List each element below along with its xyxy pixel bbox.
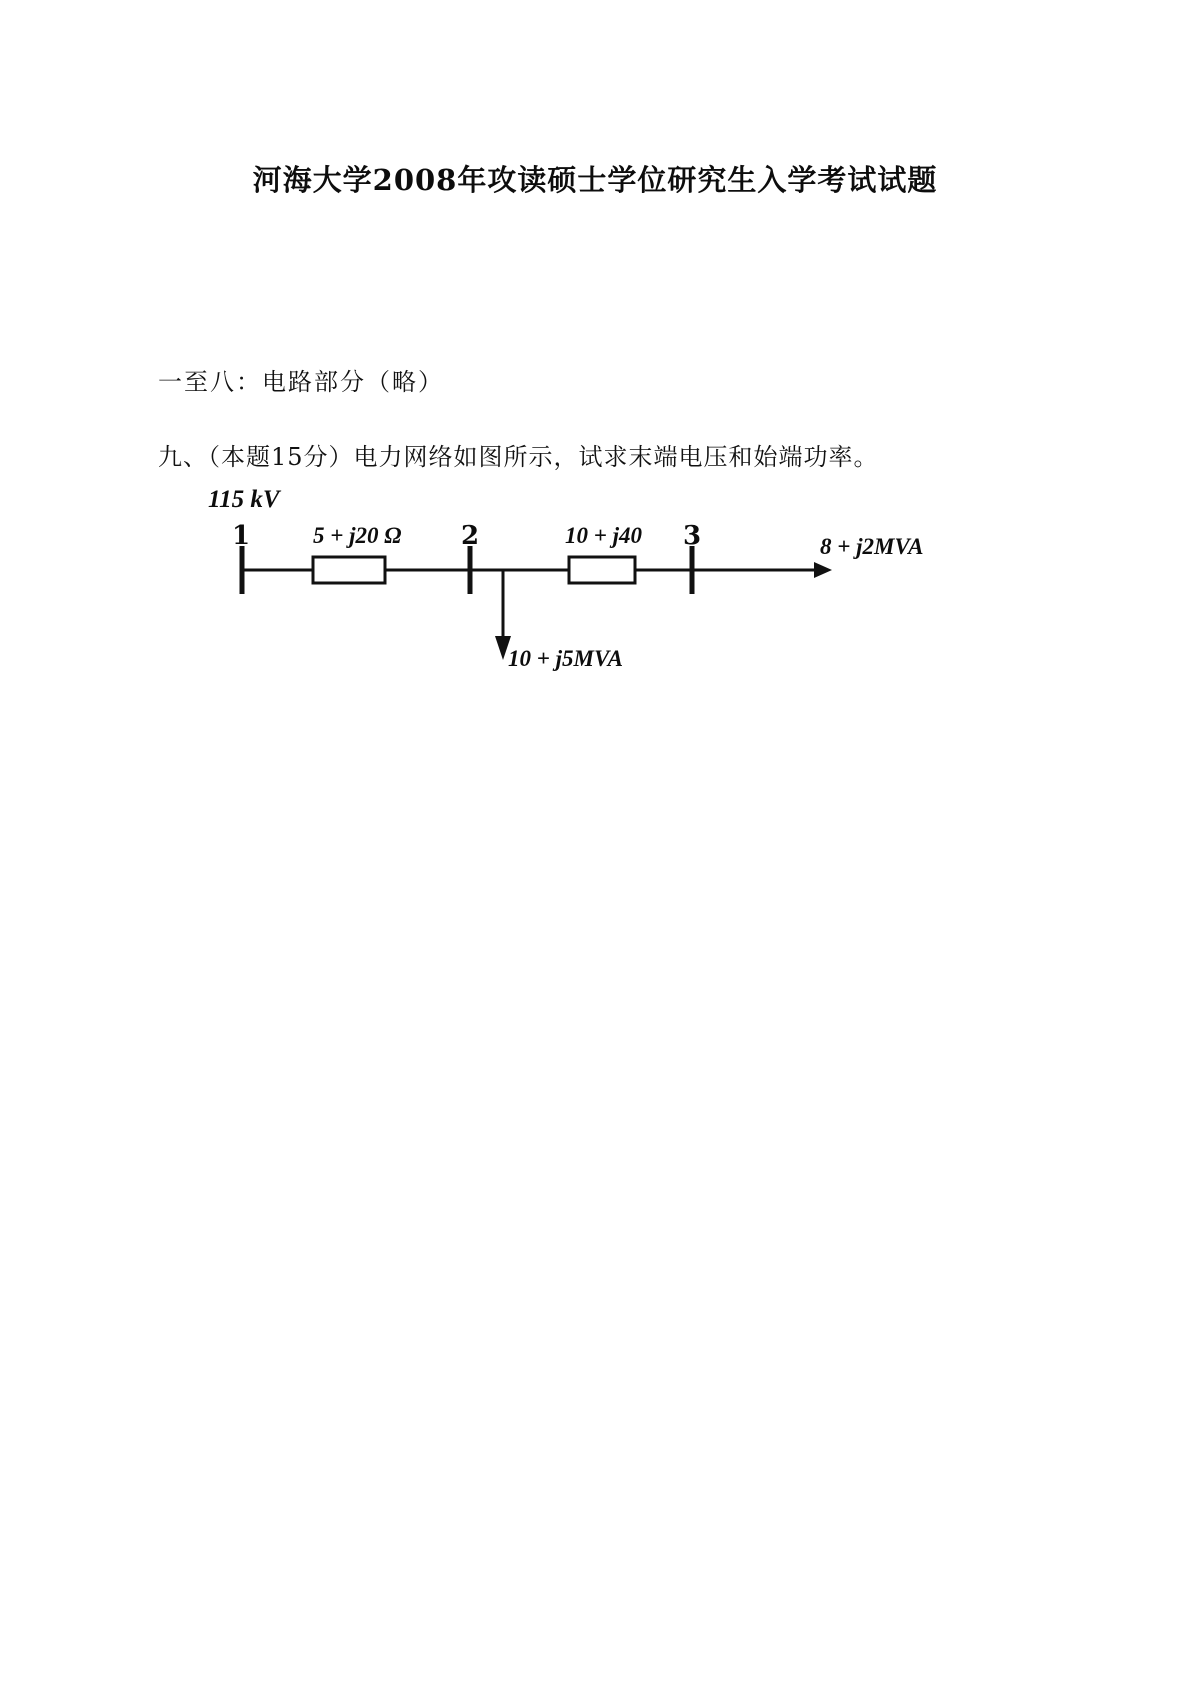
question-list-items-1-8: 一至八：电路部分（略）: [158, 368, 444, 396]
bus-3-label: 3: [683, 521, 702, 551]
source-voltage-label: 115 kV: [208, 486, 280, 513]
bus-2-label: 2: [461, 521, 480, 551]
impedance-1-2-label: 5 + j20 Ω: [313, 523, 402, 548]
question-9-text: 九、（本题15分）电力网络如图所示，试求末端电压和始端功率。: [158, 443, 879, 471]
diagram-svg: [180, 478, 940, 708]
power-network-diagram: [180, 478, 940, 708]
load-bus-3-label: 8 + j2MVA: [820, 534, 924, 559]
load-bus-2-label: 10 + j5MVA: [508, 646, 623, 671]
impedance-2-3-label: 10 + j40: [565, 523, 642, 548]
bus-1-label: 1: [232, 521, 251, 551]
page-title: 河海大学2008年攻读硕士学位研究生入学考试试题: [252, 163, 938, 197]
